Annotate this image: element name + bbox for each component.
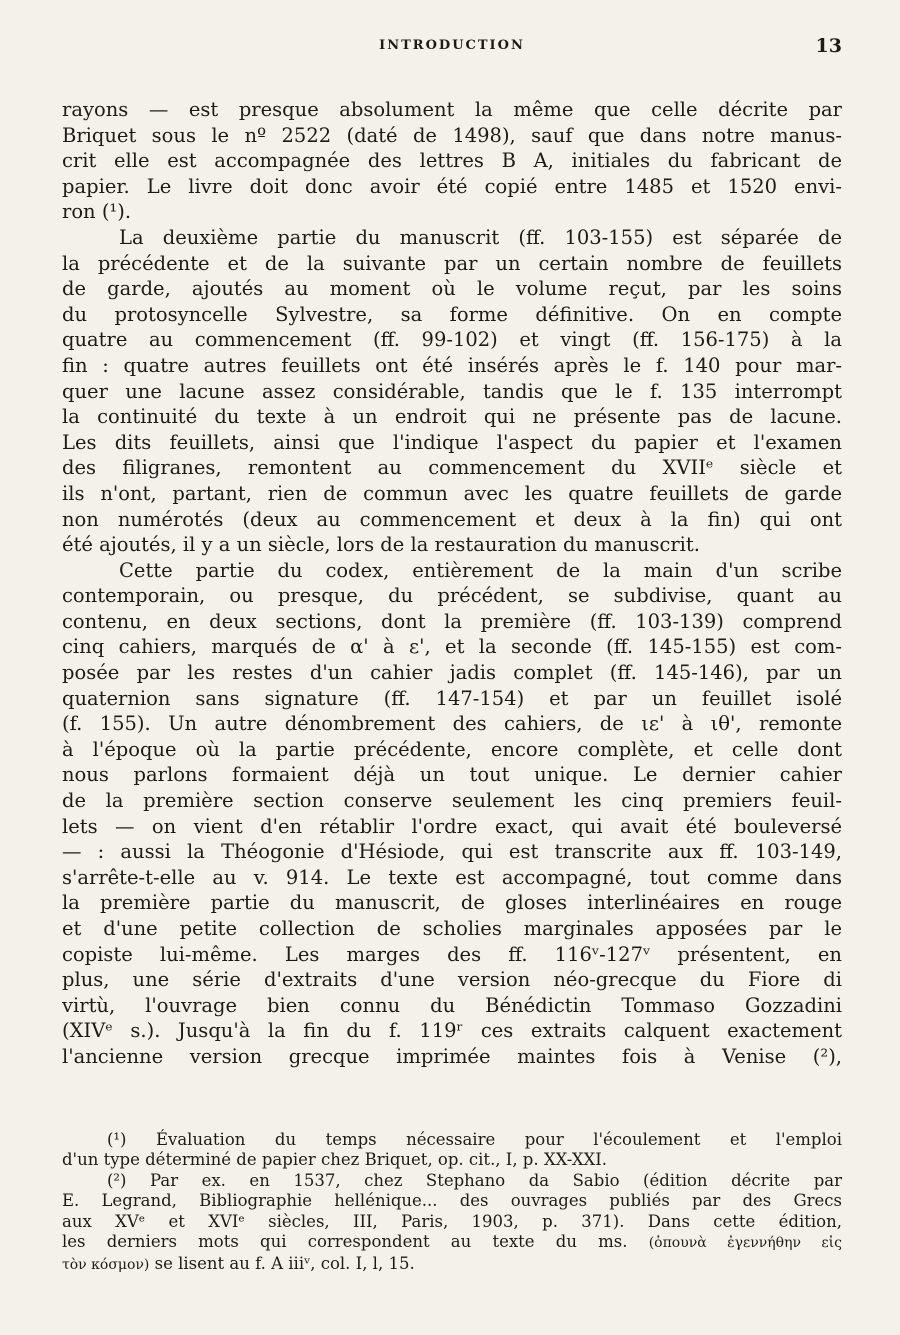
greek-quotation: (ὁπουνὰ ἐγεννήθην εἰς: [648, 1235, 842, 1252]
text-line: crit elle est accompagnée des lettres B A, initiales du fabricant de: [62, 149, 842, 173]
footnote-line: [62, 1232, 842, 1254]
text-line: lets — on vient d'en rétablir l'ordre exact, qui avait été bouleversé: [62, 814, 842, 838]
footnote-line: E. Legrand, Bibliographie hellénique... des ouvrages publiés par des Grecs: [62, 1191, 842, 1211]
text-line: plus, une série d'extraits d'une version néo-grecque du Fiore di: [62, 968, 842, 992]
paragraph-2: [62, 225, 842, 558]
footnote-2: [62, 1171, 842, 1276]
greek-quotation: τὸν κόσμον): [62, 1256, 150, 1273]
text-line: contemporain, ou presque, du précédent, se subdivise, quant au: [62, 584, 842, 608]
text-line: quaternion sans signature (ff. 147-154) et par un feuillet isolé: [62, 686, 842, 710]
text-line: de la première section conserve seulement les cinq premiers feuil-: [62, 789, 842, 813]
text-line: rayons — est presque absolument la même que celle décrite par: [62, 98, 842, 121]
text-line: et d'une petite collection de scholies marginales apposées par le: [62, 917, 842, 940]
text-line: copiste lui-même. Les marges des ff. 116ᵛ-127ᵛ présentent, en: [62, 942, 842, 966]
text-line: cinq cahiers, marqués de α' à ε', et la seconde (ff. 145-155) est com-: [62, 635, 842, 659]
text-line: La deuxième partie du manuscrit (ff. 103-155) est séparée de: [119, 225, 842, 249]
text-line: la continuité du texte à un endroit qui ne présente pas de lacune.: [62, 405, 842, 429]
paragraph-3: [62, 558, 842, 1070]
text-line: l'ancienne version grecque imprimée maintes fois à Venise (²),: [62, 1044, 842, 1068]
footnote-line: (¹) Évaluation du temps nécessaire pour l'écoulement et l'emploi: [107, 1129, 842, 1149]
text-line: papier. Le livre doit donc avoir été copié entre 1485 et 1520 envi-: [62, 174, 842, 198]
page-number: 13: [815, 35, 842, 57]
text-line: (f. 155). Un autre dénombrement des cahiers, de ιε' à ιθ', remonte: [62, 712, 842, 736]
text-line: Cette partie du codex, entièrement de la main d'un scribe: [119, 558, 842, 582]
footnotes: [62, 1130, 842, 1276]
footnote-line: [62, 1254, 842, 1276]
footnote-1: [62, 1130, 842, 1171]
text-line: Briquet sous le nº 2522 (daté de 1498), sauf que dans notre manus-: [62, 123, 842, 147]
text-line: nous parlons formaient déjà un tout unique. Le dernier cahier: [62, 763, 842, 787]
book-page: [62, 35, 842, 1275]
text-line: du protosyncelle Sylvestre, sa forme définitive. On en compte: [62, 302, 842, 326]
footnote-line-text: se lisent au f. A iiiᵛ, col. I, l, 15.: [149, 1253, 415, 1273]
text-line: à l'époque où la partie précédente, encore complète, et celle dont: [62, 737, 842, 761]
footnote-line: d'un type déterminé de papier chez Briquet, op. cit., I, p. XX-XXI.: [62, 1150, 608, 1170]
text-line: (XIVᵉ s.). Jusqu'à la fin du f. 119ʳ ces extraits calquent exactement: [62, 1019, 842, 1043]
page-header: [62, 35, 842, 64]
text-line: contenu, en deux sections, dont la première (ff. 103-139) comprend: [62, 609, 842, 633]
text-line: — : aussi la Théogonie d'Hésiode, qui est transcrite aux ff. 103-149,: [62, 840, 842, 864]
text-line: quer une lacune assez considérable, tandis que le f. 135 interrompt: [62, 379, 842, 403]
text-line: des filigranes, remontent au commencement du XVIIᵉ siècle et: [62, 456, 842, 480]
text-line: s'arrête-t-elle au v. 914. Le texte est accompagné, tout comme dans: [62, 865, 842, 889]
text-line: fin : quatre autres feuillets ont été insérés après le f. 140 pour mar-: [62, 353, 842, 377]
text-line: Les dits feuillets, ainsi que l'indique l'aspect du papier et l'examen: [62, 430, 842, 454]
footnote-line-text: les derniers mots qui correspondent au texte du ms.: [62, 1232, 628, 1252]
footnote-line: (²) Par ex. en 1537, chez Stephano da Sabio (édition décrite par: [107, 1170, 842, 1190]
text-line: la précédente et de la suivante par un certain nombre de feuillets: [62, 251, 842, 275]
body-text: [62, 97, 842, 1070]
text-line: de garde, ajoutés au moment où le volume reçut, par les soins: [62, 277, 842, 301]
text-line: posée par les restes d'un cahier jadis complet (ff. 145-146), par un: [62, 661, 842, 685]
running-title: INTRODUCTION: [379, 38, 525, 53]
text-line: quatre au commencement (ff. 99-102) et vingt (ff. 156-175) à la: [62, 328, 842, 352]
text-line: la première partie du manuscrit, de gloses interlinéaires en rouge: [62, 891, 842, 915]
text-line: ils n'ont, partant, rien de commun avec les quatre feuillets de garde: [62, 481, 842, 505]
text-line: non numérotés (deux au commencement et deux à la fin) qui ont: [62, 507, 842, 531]
text-line: ron (¹).: [62, 200, 132, 224]
text-line: virtù, l'ouvrage bien connu du Bénédictin Tommaso Gozzadini: [62, 993, 842, 1017]
text-line: été ajoutés, il y a un siècle, lors de la restauration du manuscrit.: [62, 533, 700, 557]
footnote-line: aux XVᵉ et XVIᵉ siècles, III, Paris, 1903, p. 371). Dans cette édition,: [62, 1211, 842, 1231]
paragraph-1: [62, 97, 842, 225]
